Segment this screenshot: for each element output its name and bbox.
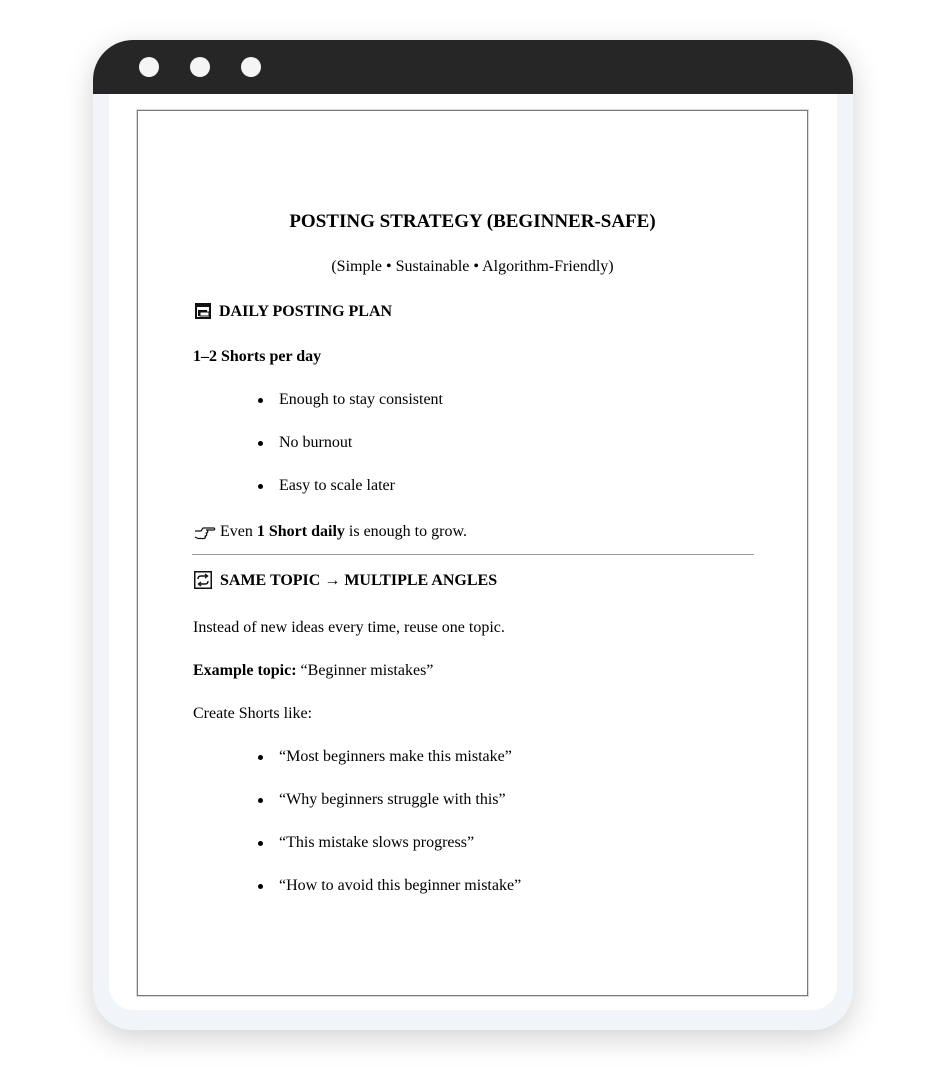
document-subtitle: (Simple • Sustainable • Algorithm-Friendly) — [331, 258, 614, 275]
document-title: POSTING STRATEGY (BEGINNER-SAFE) — [289, 211, 656, 232]
document-page — [137, 110, 808, 996]
list-item: No burnout — [279, 434, 353, 451]
example-topic-line — [193, 661, 433, 681]
list-item: “How to avoid this beginner mistake” — [279, 877, 522, 894]
window-dot-3[interactable] — [241, 57, 261, 77]
example-value: “Beginner mistakes” — [296, 662, 434, 679]
tip-suffix: is enough to grow. — [344, 523, 467, 540]
section-heading-daily-plan: DAILY POSTING PLAN — [219, 303, 393, 320]
list-item: “This mistake slows progress” — [279, 834, 475, 851]
repeat-icon — [194, 571, 212, 589]
list-item: Easy to scale later — [279, 477, 395, 494]
list-item: “Most beginners make this mistake” — [279, 748, 512, 765]
list-item: “Why beginners struggle with this” — [279, 791, 506, 808]
device-frame — [93, 40, 853, 1030]
calendar-icon — [194, 302, 212, 320]
window-titlebar — [93, 40, 853, 94]
shorts-per-day-lead: 1–2 Shorts per day — [193, 348, 322, 365]
screen — [109, 94, 837, 1010]
example-label: Example topic: — [193, 662, 297, 679]
section-intro: Instead of new ideas every time, reuse one topic. — [193, 619, 505, 636]
tip-bold: 1 Short daily — [256, 523, 345, 540]
list-item: Enough to stay consistent — [279, 391, 443, 408]
tip-prefix: Even — [220, 523, 257, 540]
create-shorts-label: Create Shorts like: — [193, 705, 313, 722]
window-dot-1[interactable] — [139, 57, 159, 77]
section-heading-multiple-angles: SAME TOPIC → MULTIPLE ANGLES — [220, 572, 498, 589]
section-divider — [192, 554, 754, 555]
pointing-hand-icon — [194, 524, 216, 540]
tip-line — [220, 522, 467, 542]
window-dot-2[interactable] — [190, 57, 210, 77]
